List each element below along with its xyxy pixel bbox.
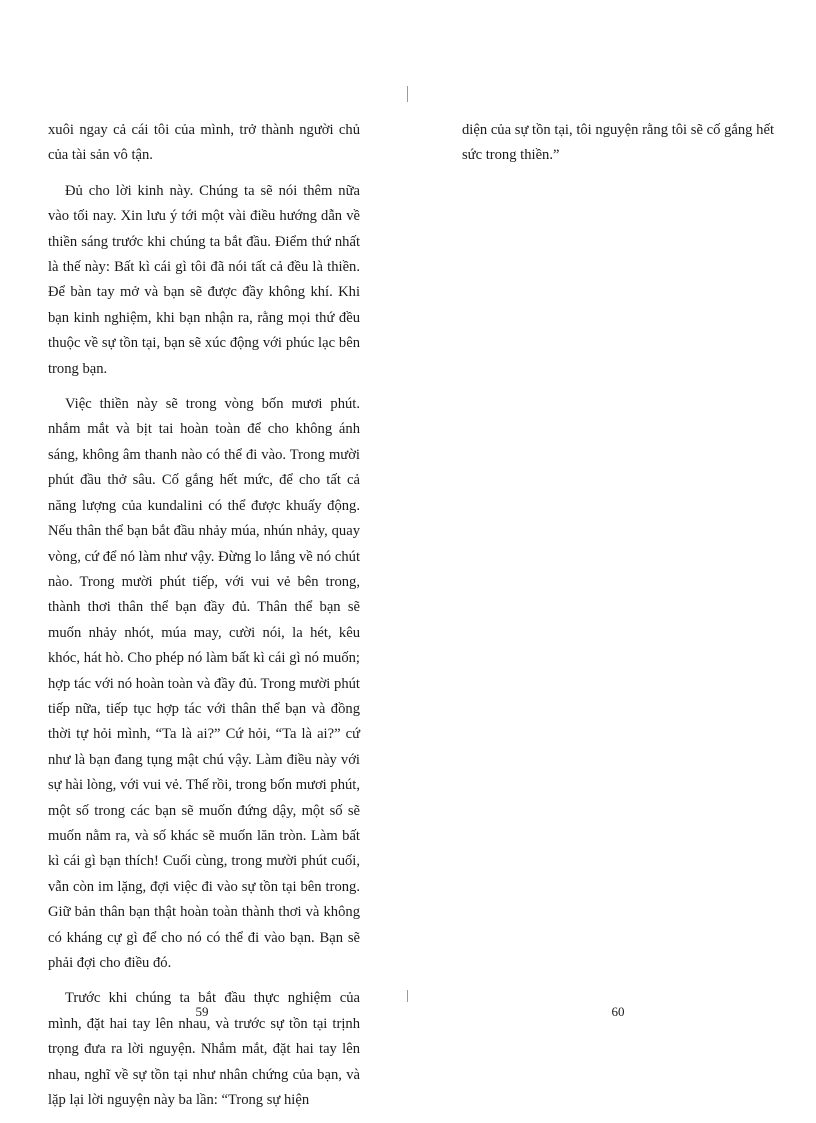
gutter-mark-bottom bbox=[407, 990, 408, 1002]
paragraph: Đủ cho lời kinh này. Chúng ta sẽ nói thêm nữa vào tối nay. Xin lưu ý tới một vài điều hướng dẫn về thiền sáng trước khi chúng ta bắt đầu. Điểm thứ nhất là thế này: Bất kì cái gì tôi đã nói tất cả đều là thiền. Để bàn tay mở và bạn sẽ được đầy không khí. Khi bạn kinh nghiệm, khi bạn nhận ra, rằng mọi thứ đều thuộc về sự tồn tại, bạn sẽ xúc động với phúc lạc bên trong bạn. bbox=[48, 182, 360, 377]
page-number-left: 59 bbox=[195, 1004, 209, 1019]
page-number-right: 60 bbox=[611, 1004, 625, 1019]
gutter-mark-top bbox=[407, 86, 408, 102]
paragraph: diện của sự tồn tại, tôi nguyện rằng tôi sẽ cố gắng hết sức trong thiền.” bbox=[462, 122, 774, 164]
right-page-text bbox=[462, 118, 774, 179]
left-page-text bbox=[48, 118, 360, 1123]
paragraph: Trước khi chúng ta bắt đầu thực nghiệm của mình, đặt hai tay lên nhau, và trước sự tồn tại trịnh trọng đưa ra lời nguyện. Nhắm mắt, đặt hai tay lên nhau, nghĩ về sự tồn tại như nhân chứng của bạn, và lặp lại lời nguyện này ba lần: “Trong sự hiện bbox=[48, 990, 360, 1109]
paragraph: Việc thiền này sẽ trong vòng bốn mươi phút. nhắm mắt và bịt tai hoàn toàn để cho không ánh sáng, không âm thanh nào có thể đi vào. Trong mười phút đầu thở sâu. Cố gắng hết mức, để cho tất cả năng lượng của kundalini có thể được khuấy động. Nếu thân thể bạn bắt đầu nhảy múa, nhún nhảy, quay vòng, cứ để nó làm như vậy. Đừng lo lắng về nó chút nào. Trong mười phút tiếp, với vui vẻ bên trong, thành thơi thân thể bạn đầy đủ. Thân thể bạn sẽ muốn nhảy nhót, múa may, cười nói, la hét, kêu khóc, hát hò. Cho phép nó làm bất kì cái gì nó muốn; hợp tác với nó hoàn toàn và đầy đủ. Trong mười phút tiếp nữa, tiếp tục hợp tác với thân thể bạn và đồng thời tự hỏi mình, “Ta là ai?” Cứ hỏi, “Ta là ai?” cứ như là bạn đang tụng mật chú vậy. Làm điều này với sự hài lòng, với vui vẻ. Thế rồi, trong bốn mươi phút, một số trong các bạn sẽ muốn đứng dậy, một số sẽ muốn nằm ra, và số khác sẽ muốn lăn tròn. Làm bất kì cái gì bạn thích! Cuối cùng, trong mười phút cuối, vẫn còn im lặng, đợi việc đi vào sự tồn tại bên trong. Giữ bản thân bạn thật hoàn toàn thành thơi và không có kháng cự gì để cho nó có thể đi vào bạn. Bạn sẽ phải đợi cho điều đó. bbox=[48, 396, 360, 971]
paragraph: xuôi ngay cả cái tôi của mình, trở thành người chủ của tài sản vô tận. bbox=[48, 122, 360, 164]
